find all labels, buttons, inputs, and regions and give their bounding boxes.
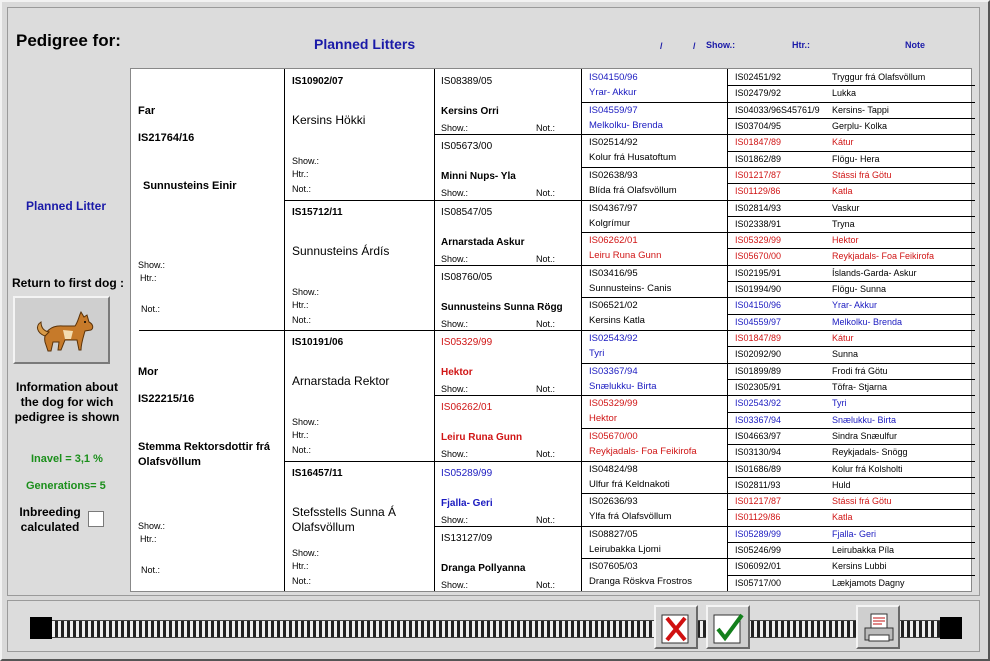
- ancestor-reg[interactable]: IS08760/05: [441, 271, 493, 283]
- ancestor-reg[interactable]: IS05670/00: [589, 430, 638, 442]
- grandparent-reg[interactable]: IS10902/07: [292, 76, 344, 87]
- ancestor-name[interactable]: Leiru Runa Gunn: [589, 250, 662, 262]
- ancestor-reg[interactable]: IS04559/97: [589, 104, 638, 116]
- ancestor-name[interactable]: Dranga Röskva Frostros: [589, 576, 692, 588]
- ancestor-reg[interactable]: IS02479/92: [735, 88, 782, 99]
- ancestor-name[interactable]: Blída frá Olafsvöllum: [589, 184, 677, 196]
- row-divider: [728, 509, 975, 510]
- row-divider: [435, 526, 582, 527]
- row-divider: [728, 444, 975, 445]
- grandparent-name[interactable]: Arnarstada Rektor: [292, 374, 390, 388]
- ancestor-name[interactable]: Katla: [832, 186, 853, 197]
- ancestor-reg[interactable]: IS04559/97: [735, 316, 782, 327]
- ancestor-name[interactable]: Tyri: [832, 398, 847, 409]
- ancestor-reg[interactable]: IS02543/92: [735, 398, 782, 409]
- row-divider: [582, 493, 728, 494]
- ancestor-reg[interactable]: IS01217/87: [735, 496, 782, 507]
- ancestor-reg[interactable]: IS04033/96S45761/9: [735, 104, 820, 115]
- ancestor-name[interactable]: Stássi frá Götu: [832, 169, 892, 180]
- pedigree-grid: [130, 68, 972, 592]
- dog-icon: [15, 298, 108, 362]
- note-label: Not.:: [536, 318, 556, 329]
- inbreeding-value: Inavel = 3,1 %: [31, 453, 103, 465]
- note-label: Not.:: [536, 188, 556, 199]
- page-title: Pedigree for:: [16, 31, 121, 50]
- return-label: Return to first dog :: [12, 276, 124, 290]
- note-label: Not.:: [536, 253, 556, 264]
- ancestor-name[interactable]: Melkolku- Brenda: [832, 316, 903, 327]
- row-divider: [728, 379, 975, 380]
- scroll-right-handle[interactable]: [940, 617, 962, 639]
- ancestor-name[interactable]: Flögu- Hera: [832, 153, 880, 164]
- row-divider: [582, 428, 728, 429]
- grandparent-name[interactable]: Sunnusteins Árdís: [292, 243, 390, 258]
- row-divider: [728, 118, 975, 119]
- ancestor-name[interactable]: Leiru Runa Gunn: [441, 432, 523, 444]
- show-label: Show.:: [138, 521, 166, 531]
- inbreeding-checkbox[interactable]: [88, 511, 104, 527]
- row-divider: [728, 542, 975, 543]
- header-note-label: Note: [905, 40, 925, 50]
- ancestor-name[interactable]: Hektor: [589, 413, 617, 425]
- row-divider: [728, 85, 975, 86]
- ancestor-reg[interactable]: IS06092/01: [735, 561, 782, 572]
- ancestor-reg[interactable]: IS05329/99: [735, 235, 782, 246]
- htr-label: Htr.:: [292, 560, 309, 571]
- htr-label: Htr.:: [292, 430, 309, 440]
- ancestor-name[interactable]: Dranga Pollyanna: [441, 562, 526, 574]
- row-divider: [582, 461, 728, 462]
- row-divider: [728, 265, 975, 266]
- row-divider: [728, 526, 975, 527]
- note-label: Not.:: [292, 314, 312, 325]
- scroll-left-handle[interactable]: [30, 617, 52, 639]
- ancestor-name[interactable]: Sindra Snæulfur: [832, 430, 898, 441]
- parent-role: Far: [138, 105, 156, 117]
- row-divider: [728, 395, 975, 396]
- row-divider: [728, 216, 975, 217]
- ancestor-reg[interactable]: IS02195/91: [735, 267, 782, 278]
- ancestor-name[interactable]: Leirubakka Ljomi: [589, 543, 661, 555]
- ancestor-reg[interactable]: IS01847/89: [735, 137, 782, 148]
- parent-reg[interactable]: IS22215/16: [138, 393, 195, 405]
- ancestor-name[interactable]: Kersins Lubbi: [832, 561, 887, 572]
- ancestor-reg[interactable]: IS02543/92: [589, 333, 638, 344]
- ancestor-name[interactable]: Huld: [832, 479, 851, 490]
- return-to-first-dog-button[interactable]: [13, 296, 110, 364]
- show-label: Show.:: [292, 547, 320, 558]
- row-divider: [435, 461, 582, 462]
- row-divider: [728, 134, 975, 135]
- row-divider: [435, 134, 582, 135]
- ancestor-reg[interactable]: IS04150/96: [735, 300, 782, 311]
- show-label: Show.:: [138, 260, 166, 270]
- grandparent-name[interactable]: Kersins Hökki: [292, 113, 366, 127]
- ancestor-name[interactable]: Hektor: [441, 367, 473, 378]
- ancestor-name[interactable]: Melkolku- Brenda: [589, 119, 663, 131]
- ancestor-reg[interactable]: IS05717/00: [735, 577, 782, 588]
- row-divider: [728, 102, 975, 103]
- ancestor-reg[interactable]: IS04150/96: [589, 72, 638, 83]
- ancestor-reg[interactable]: IS05673/00: [441, 141, 493, 153]
- grandparent-reg[interactable]: IS15712/11: [292, 206, 343, 218]
- row-divider: [728, 151, 975, 152]
- ancestor-reg[interactable]: IS04663/97: [735, 430, 782, 441]
- ancestor-reg[interactable]: IS02092/90: [735, 349, 782, 360]
- ancestor-name[interactable]: Kolur frá Kolsholti: [832, 463, 903, 474]
- ancestor-reg[interactable]: IS01129/86: [735, 186, 781, 197]
- ancestor-name[interactable]: Kersins- Tappi: [832, 104, 889, 115]
- ancestor-reg[interactable]: IS02814/93: [735, 202, 782, 213]
- ancestor-reg[interactable]: IS03416/95: [589, 267, 638, 279]
- ancestor-reg[interactable]: IS06262/01: [441, 402, 493, 414]
- ancestor-reg[interactable]: IS04367/97: [589, 202, 638, 214]
- parent-name[interactable]: Sunnusteins Einir: [143, 180, 237, 192]
- ancestor-name[interactable]: Kátur: [832, 333, 854, 343]
- parent-reg[interactable]: IS21764/16: [138, 132, 195, 144]
- note-label: Not.:: [292, 575, 312, 586]
- note-label: Not.:: [292, 445, 312, 455]
- ancestor-reg[interactable]: IS03367/94: [735, 414, 782, 425]
- row-divider: [435, 395, 582, 396]
- row-divider: [728, 248, 975, 249]
- ancestor-name[interactable]: Sunnusteins Sunna Rögg: [441, 301, 563, 313]
- ancestor-reg[interactable]: IS01899/89: [735, 365, 782, 376]
- ancestor-name[interactable]: Kersins Orri: [441, 106, 499, 117]
- row-divider: [728, 412, 975, 413]
- note-label: Not.:: [536, 449, 556, 460]
- ancestor-reg[interactable]: IS07605/03: [589, 561, 638, 573]
- ancestor-name[interactable]: Kersins Katla: [589, 315, 645, 327]
- ancestor-name[interactable]: Leirubakka Píla: [832, 545, 895, 556]
- header-slash: /: [660, 41, 663, 51]
- ancestor-reg[interactable]: IS02811/93: [735, 479, 781, 490]
- check-icon: [713, 612, 745, 644]
- row-divider: [582, 330, 728, 331]
- row-divider: [728, 461, 975, 462]
- info-text: Information about the dog for wich pedigree is shown: [14, 380, 120, 424]
- ancestor-reg[interactable]: IS05329/99: [589, 398, 638, 410]
- row-divider: [728, 281, 975, 282]
- planned-litter-link[interactable]: Planned Litter: [26, 199, 107, 213]
- ancestor-name[interactable]: Ylfa frá Olafsvöllum: [589, 511, 672, 523]
- ancestor-reg[interactable]: IS03704/95: [735, 120, 782, 131]
- grandparent-reg[interactable]: IS16457/11: [292, 467, 343, 479]
- ancestor-name[interactable]: Katla: [832, 512, 853, 523]
- ancestor-reg[interactable]: IS05289/99: [735, 528, 782, 539]
- ancestor-reg[interactable]: IS13127/09: [441, 532, 493, 544]
- ancestor-name[interactable]: Flögu- Sunna: [832, 284, 887, 295]
- printer-icon: [863, 612, 895, 644]
- ancestor-name[interactable]: Kátur: [832, 137, 854, 148]
- row-divider: [582, 200, 728, 201]
- ancestor-reg[interactable]: IS06521/02: [589, 300, 638, 312]
- ancestor-name[interactable]: Vaskur: [832, 202, 860, 213]
- row-divider: [728, 363, 975, 364]
- ancestor-name[interactable]: Sunna: [832, 349, 859, 360]
- ancestor-reg[interactable]: IS02514/92: [589, 137, 638, 149]
- note-label: Not.:: [292, 184, 312, 194]
- ancestor-name[interactable]: Frodi frá Götu: [832, 365, 888, 376]
- ancestor-name[interactable]: Arnarstada Askur: [441, 236, 525, 248]
- ancestor-name[interactable]: Kolgrímur: [589, 217, 631, 229]
- show-label: Show.:: [292, 286, 320, 297]
- row-divider: [582, 558, 728, 559]
- row-divider: [582, 265, 728, 266]
- header-slash: /: [693, 41, 696, 51]
- ancestor-name[interactable]: Tryggur frá Olafsvöllum: [832, 72, 926, 82]
- row-divider: [582, 526, 728, 527]
- htr-label: Htr.:: [140, 534, 157, 544]
- ancestor-name[interactable]: Minni Nups- Yla: [441, 171, 516, 183]
- row-divider: [728, 493, 975, 494]
- print-button[interactable]: [856, 605, 900, 649]
- ancestor-reg[interactable]: IS01862/89: [735, 153, 782, 164]
- header-show-label: Show.:: [706, 40, 736, 50]
- ancestor-reg[interactable]: IS05329/99: [441, 337, 493, 348]
- row-divider: [285, 200, 435, 201]
- ancestor-name[interactable]: Stássi frá Götu: [832, 496, 892, 507]
- note-label: Not.:: [141, 304, 161, 314]
- show-label: Show.:: [441, 123, 469, 133]
- row-divider: [435, 200, 582, 201]
- show-label: Show.:: [441, 188, 469, 199]
- row-divider: [582, 363, 728, 364]
- ancestor-reg[interactable]: IS08547/05: [441, 206, 493, 218]
- row-divider: [728, 183, 975, 184]
- show-label: Show.:: [441, 318, 469, 329]
- ancestor-name[interactable]: Íslands-Garda- Askur: [832, 267, 917, 278]
- row-divider: [728, 428, 975, 429]
- row-divider: [728, 200, 975, 201]
- row-divider: [435, 330, 582, 331]
- row-divider: [582, 232, 728, 233]
- scroll-track[interactable]: [30, 620, 960, 638]
- planned-litters-title: Planned Litters: [314, 36, 416, 52]
- generations-value: Generations= 5: [26, 480, 106, 492]
- cancel-button[interactable]: [654, 605, 698, 649]
- show-label: Show.:: [441, 384, 469, 394]
- row-divider: [582, 102, 728, 103]
- ancestor-reg[interactable]: IS05670/00: [735, 251, 782, 262]
- ancestor-reg[interactable]: IS03367/94: [589, 365, 638, 377]
- note-label: Not.:: [536, 579, 556, 590]
- ancestor-reg[interactable]: IS03130/94: [735, 447, 782, 458]
- row-divider: [728, 232, 975, 233]
- ancestor-reg[interactable]: IS01847/89: [735, 333, 782, 343]
- show-label: Show.:: [292, 156, 320, 166]
- note-label: Not.:: [141, 565, 161, 575]
- show-label: Show.:: [292, 417, 320, 427]
- ancestor-reg[interactable]: IS02451/92: [735, 72, 782, 82]
- ancestor-reg[interactable]: IS02305/91: [735, 381, 782, 392]
- ancestor-name[interactable]: Reykjadals- Foa Feikirofa: [832, 251, 935, 262]
- ancestor-name[interactable]: Yrar- Akkur: [589, 87, 637, 98]
- header-htr-label: Htr.:: [792, 40, 810, 50]
- htr-label: Htr.:: [292, 299, 309, 310]
- ok-button[interactable]: [706, 605, 750, 649]
- ancestor-reg[interactable]: IS05246/99: [735, 545, 782, 556]
- htr-label: Htr.:: [292, 169, 309, 179]
- row-divider: [728, 330, 975, 331]
- htr-label: Htr.:: [140, 273, 157, 283]
- ancestor-name[interactable]: Lukka: [832, 88, 857, 99]
- ancestor-name[interactable]: Reykjadals- Foa Feikirofa: [589, 445, 697, 457]
- ancestor-name[interactable]: Töfra- Stjarna: [832, 381, 888, 392]
- ancestor-reg[interactable]: IS05289/99: [441, 467, 493, 479]
- ancestor-reg[interactable]: IS04824/98: [589, 463, 638, 475]
- show-label: Show.:: [441, 514, 469, 525]
- note-label: Not.:: [536, 384, 556, 394]
- inbreeding-calculated-label: Inbreeding calculated: [19, 505, 81, 534]
- ancestor-name[interactable]: Tyri: [589, 348, 605, 359]
- row-divider: [728, 314, 975, 315]
- ancestor-name[interactable]: Kolur frá Husatoftum: [589, 152, 677, 164]
- show-label: Show.:: [441, 449, 469, 460]
- grandparent-name[interactable]: Stefsstells Sunna Á Olafsvöllum: [292, 504, 397, 534]
- note-label: Not.:: [536, 123, 556, 133]
- row-divider: [582, 395, 728, 396]
- show-label: Show.:: [441, 579, 469, 590]
- ancestor-name[interactable]: Gerplu- Kolka: [832, 120, 888, 131]
- ancestor-reg[interactable]: IS01217/87: [735, 169, 782, 180]
- ancestor-reg[interactable]: IS08389/05: [441, 76, 493, 87]
- ancestor-reg[interactable]: IS01129/86: [735, 512, 781, 523]
- ancestor-name[interactable]: Lækjamots Dagny: [832, 577, 905, 588]
- ancestor-reg[interactable]: IS06262/01: [589, 235, 638, 247]
- ancestor-reg[interactable]: IS01686/89: [735, 463, 782, 474]
- row-divider: [582, 297, 728, 298]
- row-divider: [728, 558, 975, 559]
- parent-name[interactable]: Stemma Rektorsdottir frá Olafsvöllum: [138, 441, 271, 468]
- ancestor-name[interactable]: Yrar- Akkur: [832, 300, 878, 311]
- row-divider: [728, 346, 975, 347]
- ancestor-reg[interactable]: IS08827/05: [589, 528, 638, 540]
- ancestor-name[interactable]: Fjalla- Geri: [441, 497, 493, 509]
- row-divider: [285, 461, 435, 462]
- ancestor-reg[interactable]: IS02638/93: [589, 169, 638, 181]
- row-divider: [285, 330, 435, 331]
- row-divider: [728, 297, 975, 298]
- note-label: Not.:: [536, 514, 556, 525]
- ancestor-name[interactable]: Snælukku- Birta: [589, 380, 657, 392]
- ancestor-name[interactable]: Tryna: [832, 218, 855, 229]
- parent-role: Mor: [138, 366, 159, 378]
- row-divider: [728, 167, 975, 168]
- ancestor-name[interactable]: Fjalla- Geri: [832, 528, 877, 539]
- ancestor-name[interactable]: Snælukku- Birta: [832, 414, 897, 425]
- show-label: Show.:: [441, 253, 469, 264]
- ancestor-name[interactable]: Ulfur frá Keldnakoti: [589, 478, 670, 490]
- row-divider: [139, 330, 285, 331]
- ancestor-reg[interactable]: IS01994/90: [735, 284, 782, 295]
- row-divider: [582, 167, 728, 168]
- row-divider: [582, 134, 728, 135]
- ancestor-name[interactable]: Hektor: [832, 235, 859, 246]
- row-divider: [728, 477, 975, 478]
- grandparent-reg[interactable]: IS10191/06: [292, 337, 344, 348]
- cancel-icon: [661, 612, 693, 644]
- row-divider: [728, 575, 975, 576]
- ancestor-name[interactable]: Sunnusteins- Canis: [589, 282, 672, 294]
- ancestor-reg[interactable]: IS02338/91: [735, 218, 782, 229]
- ancestor-reg[interactable]: IS02636/93: [589, 496, 638, 508]
- row-divider: [435, 265, 582, 266]
- ancestor-name[interactable]: Reykjadals- Snögg: [832, 447, 908, 458]
